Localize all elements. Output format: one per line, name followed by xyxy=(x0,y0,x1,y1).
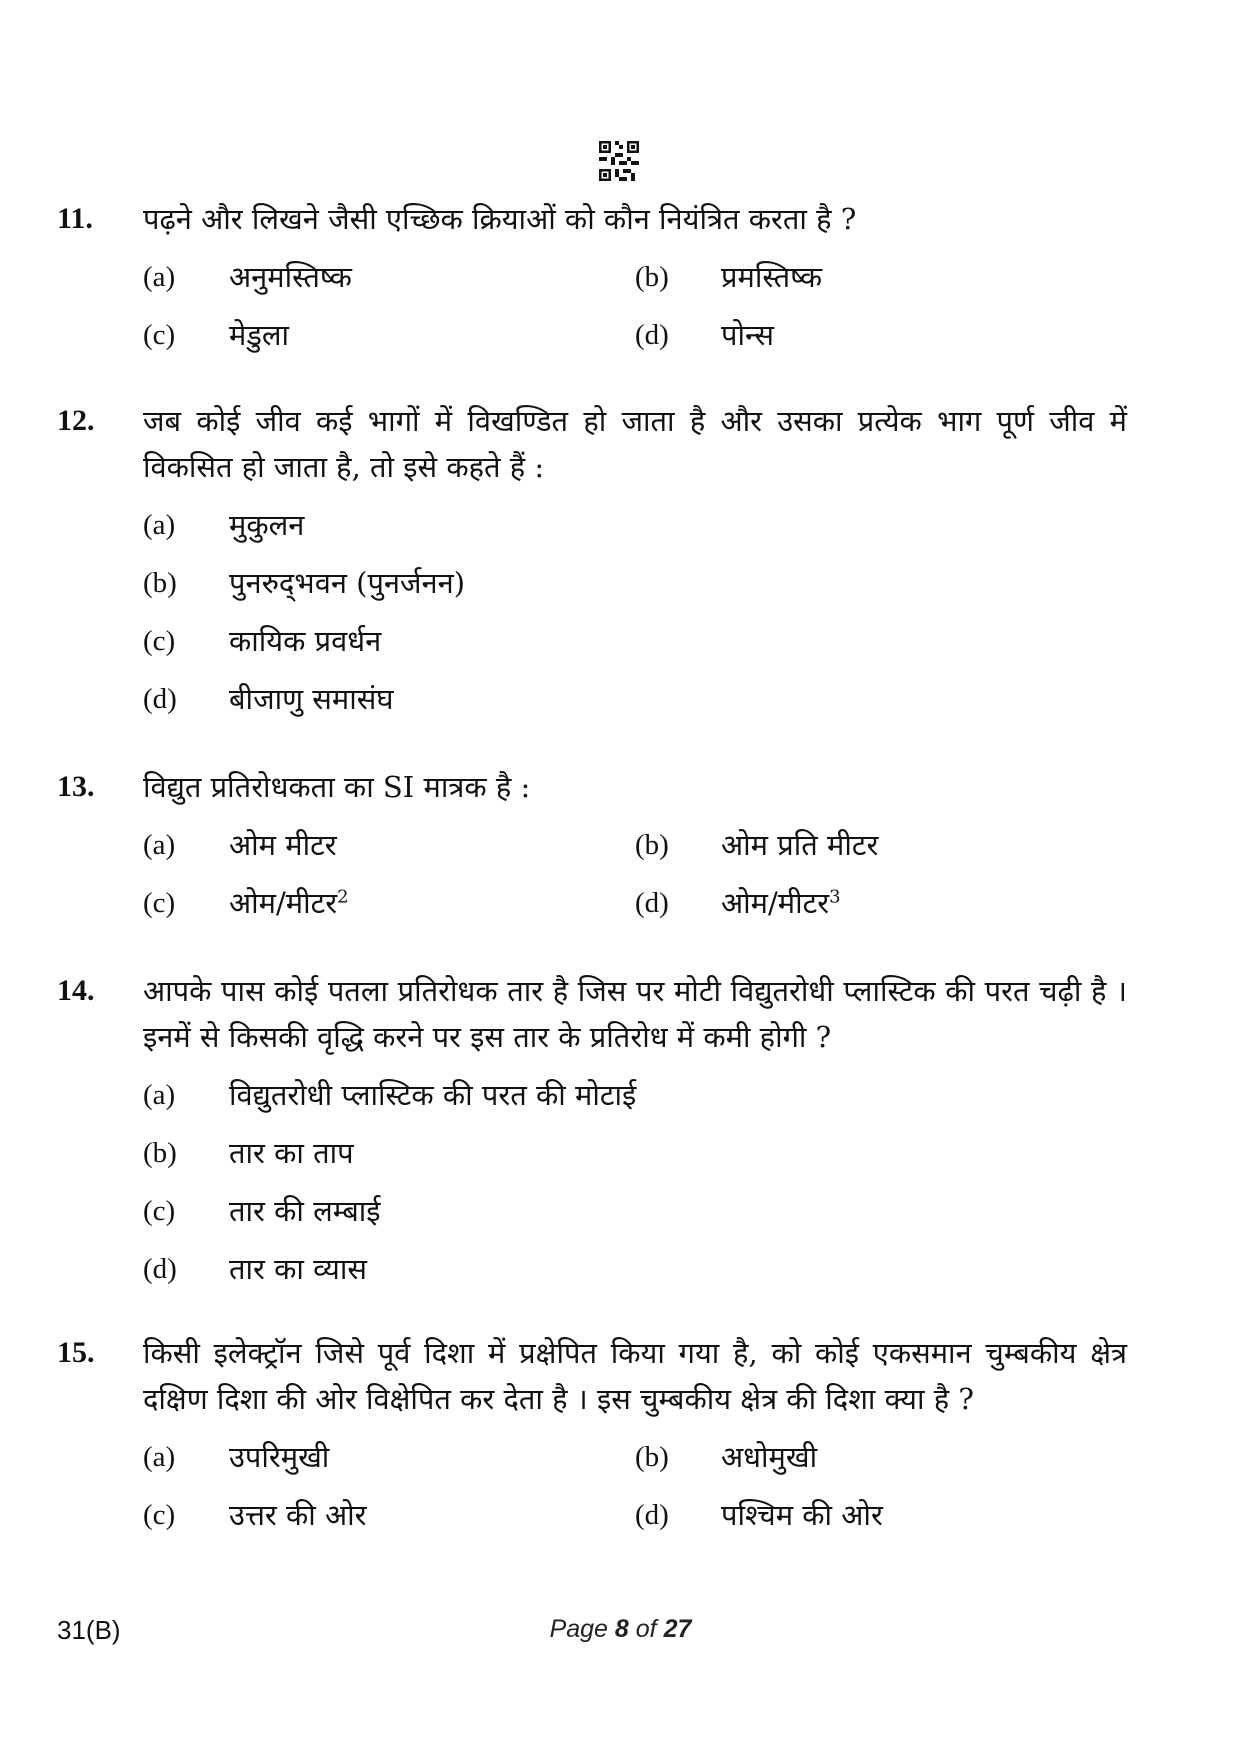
question-number: 14. xyxy=(57,974,95,1007)
option-a: (a) ओम मीटर xyxy=(143,828,337,862)
question-number: 11. xyxy=(57,202,93,235)
option-d: (d) पश्चिम की ओर xyxy=(635,1498,883,1532)
option-c: (c) तार की लम्बाई xyxy=(143,1194,381,1228)
question-number: 13. xyxy=(57,770,95,803)
paper-code: 31(B) xyxy=(57,1615,121,1645)
option-b: (b) प्रमस्तिष्क xyxy=(635,260,823,294)
question-14 xyxy=(57,968,1127,1304)
option-b: (b) तार का ताप xyxy=(143,1136,354,1170)
question-number: 15. xyxy=(57,1336,95,1369)
qr-code-icon xyxy=(599,141,639,181)
question-text: पढ़ने और लिखने जैसी एच्छिक क्रियाओं को कौन नियंत्रित करता है ? xyxy=(143,202,857,236)
options xyxy=(143,502,1127,734)
option-b: (b) अधोमुखी xyxy=(635,1440,818,1474)
option-d: (d) तार का व्यास xyxy=(143,1252,367,1286)
question-15 xyxy=(57,1330,1127,1550)
option-a: (a) उपरिमुखी xyxy=(143,1440,330,1474)
options xyxy=(143,254,1127,370)
page-number: Page 8 of 27 xyxy=(549,1615,692,1643)
superscript: 3 xyxy=(829,886,841,908)
option-b: (b) ओम प्रति मीटर xyxy=(635,828,879,862)
options xyxy=(143,1434,1127,1550)
option-c: (c) ओम/मीटर$^2$ xyxy=(143,886,349,920)
option-a: (a) मुकुलन xyxy=(143,508,305,542)
option-d: (d) पोन्स xyxy=(635,318,774,352)
option-a: (a) विद्युतरोधी प्लास्टिक की परत की मोटाई xyxy=(143,1078,637,1112)
options xyxy=(143,822,1127,938)
option-b: (b) पुनरुद्‌भवन (पुनर्जनन) xyxy=(143,566,466,600)
question-12 xyxy=(57,398,1127,734)
option-c: (c) मेडुला xyxy=(143,318,290,352)
question-11 xyxy=(57,196,1127,370)
options xyxy=(143,1072,1127,1304)
question-text: किसी इलेक्ट्रॉन जिसे पूर्व दिशा में प्रक्षेपित किया गया है, को कोई एकसमान चुम्बकीय क्षेत्र दक्षिण दिशा की ओर विक्षेपित कर देता है । इस चुम्बकीय क्षेत्र की दिशा क्या है ? xyxy=(143,1336,1127,1416)
option-a: (a) अनुमस्तिष्क xyxy=(143,260,352,294)
option-c: (c) उत्तर की ओर xyxy=(143,1498,367,1532)
question-13 xyxy=(57,764,1127,938)
question-text: आपके पास कोई पतला प्रतिरोधक तार है जिस पर मोटी विद्युतरोधी प्लास्टिक की परत चढ़ी है । इनमें से किसकी वृद्धि करने पर इस तार के प्रतिरोध में कमी होगी ? xyxy=(143,974,1127,1054)
question-text: विद्युत प्रतिरोधकता का SI मात्रक है : xyxy=(143,770,531,804)
option-d: (d) बीजाणु समासंघ xyxy=(143,682,394,716)
question-number: 12. xyxy=(57,404,95,437)
question-text: जब कोई जीव कई भागों में विखण्डित हो जाता है और उसका प्रत्येक भाग पूर्ण जीव में विकसित हो जाता है, तो इसे कहते हैं : xyxy=(143,404,1127,484)
superscript: 2 xyxy=(337,886,349,908)
option-d: (d) ओम/मीटर$^3$ xyxy=(635,886,841,920)
option-c: (c) कायिक प्रवर्धन xyxy=(143,624,382,658)
